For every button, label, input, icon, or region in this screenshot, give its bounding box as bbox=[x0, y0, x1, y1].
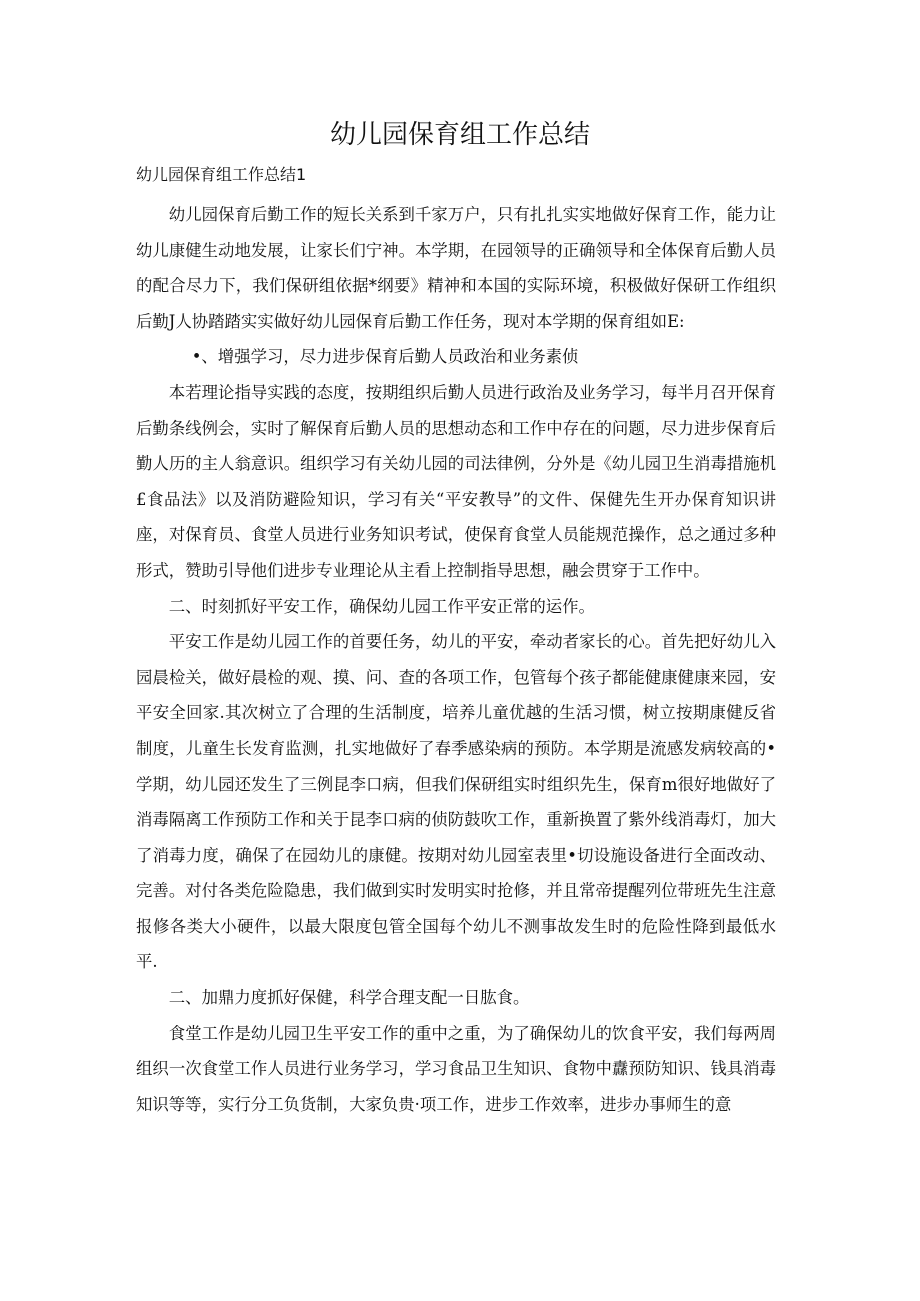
section-heading-study: •、增强学习，尽力进步保育后勤人员政治和业务素侦 bbox=[191, 347, 579, 367]
paragraph-canteen: 食堂工作是幼儿园卫生平安工作的重中之重，为了确保幼儿的饮食平安，我们每两周组织一次食堂工作人员进行业务学习，学习食品卫生知识、食物中纛预防知识、钱具消毒知识等等，实行分工负货制，大家负贵·项工作，进步工作效率，进步办事师生的意 bbox=[136, 1023, 776, 1114]
section-heading-safety: 二、时刻抓好平安工作，确保幼儿园工作平安正常的运作。 bbox=[168, 596, 595, 616]
document-body bbox=[136, 197, 776, 1122]
paragraph-safety: 平安工作是幼儿园工作的首要任务，幼儿的平安，牵动者家长的心。首先把好幼儿入园晨检关，做好晨检的观、摸、问、查的各项工作，包管每个孩子都能健康健康来园，安平安全回家.其次树立了合理的生活制度，培养儿童优越的生活习惯，树立按期康健反省制度，儿童生长发育监测，扎实地做好了春季感染病的预防。本学期是流感发病较高的•学期，幼儿园还发生了三例昆李口病，但我们保研组实时组织先生，保育m很好地做好了消毒隔离工作预防工作和关于昆李口病的侦防鼓吹工作，重新换置了紫外线消毒灯，加大了消毒力度，确保了在园幼儿的康健。按期对幼儿园室表里•切设施设备进行全面改动、完善。对付各类危险隐患，我们做到实时发明实时抢修，并且常帝提醒列位带班先生注意报修各类大小硬件，以最大限度包管全国每个幼儿不测事故发生时的危险性降到最低水平. bbox=[136, 632, 776, 972]
document-title: 幼儿园保育组工作总结 bbox=[329, 120, 590, 150]
section-heading-health: 二、加鼎力度抓好保健，科学合理支配一日肱食。 bbox=[168, 988, 530, 1008]
paragraph-study: 本若理论指导实践的态度，按期组织后勤人员进行政治及业务学习，每半月召开保育后勤条线例会，实时了解保育后勤人员的思想动态和工作中存在的问题，尽力进步保育后勤人历的主人翁意识。组织学习有关幼儿园的司法律例，分外是《幼儿园卫生消毒措施机£食品法》以及消防避险知识，学习有关“平安教导”的文件、保健先生开办保育知识讲座，对保育员、食堂人员进行业务知识考试，使保育食堂人员能规范操作，总之通过多种形式，赞助引导他们进步专业理论从主看上控制指导思想，融会贯穿于工作中。 bbox=[136, 382, 776, 580]
paragraph-intro: 幼儿园保育后勤工作的短长关系到千家万户，只有扎扎实实地做好保育工作，能力让幼儿康健生动地发展，让家长们宁神。本学期，在园领导的正确领导和全体保育后勤人员的配合尽力下，我们保研组依据*纲要》精神和本国的实际环境，积极做好保研工作组织后勤J人协踏踏实实做好幼儿园保育后勤工作任务，现对本学期的保育组如E: bbox=[136, 205, 776, 331]
document-subtitle: 幼儿园保育组工作总结1 bbox=[136, 165, 307, 184]
